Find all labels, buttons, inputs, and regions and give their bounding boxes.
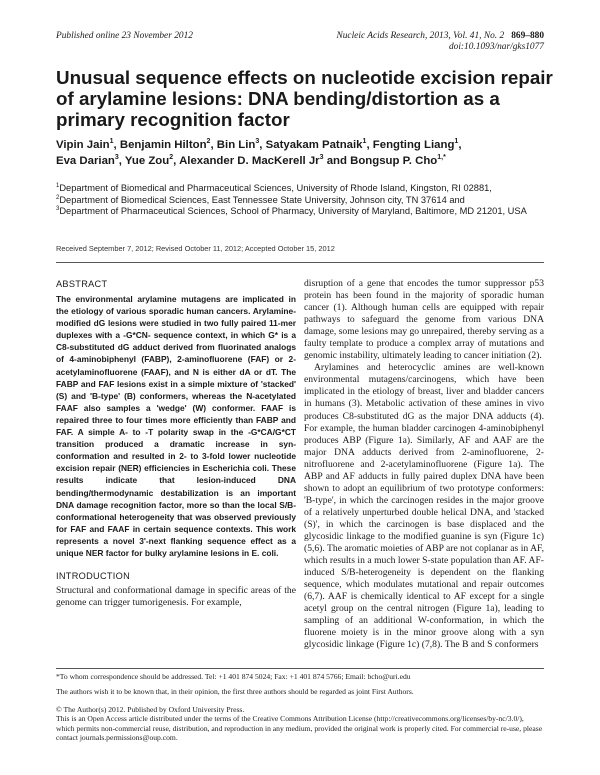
published-date: Published online 23 November 2012 bbox=[56, 31, 193, 41]
paragraph: Structural and conformational damage in specific areas of the genome can trigger tumorigenesis. For example, bbox=[56, 585, 296, 609]
introduction-body bbox=[56, 585, 296, 609]
author: Vipin Jain$^1$, bbox=[56, 138, 120, 151]
author: Fengting Liang$^1$, bbox=[372, 138, 462, 151]
author: Alexander D. MacKerell Jr$^3$ and bbox=[179, 154, 351, 167]
affiliations bbox=[56, 183, 556, 218]
affiliation: $^2$Department of Biomedical Sciences, East Tennessee State University, Johnson city, TN 37614 and bbox=[56, 194, 465, 205]
author: Satyakam Patnaik$^1$, bbox=[265, 138, 373, 151]
footnote-divider bbox=[56, 668, 544, 669]
paragraph: disruption of a gene that encodes the tumor suppressor p53 protein has been found in the majority of sporadic human cancer (1). Although human cells are equipped with repair pathways to safeguard the genome from various DNA damage, some lesions may go unrepaired, thereby serving as a faulty template to produce a complex array of mutations and genomic instability, ultimately leading to cancer initiation (2). bbox=[304, 278, 544, 362]
abstract-heading: ABSTRACT bbox=[56, 279, 108, 289]
affiliation: $^1$Department of Biomedical and Pharmaceutical Sciences, University of Rhode Island, Kingston, RI 02881, bbox=[56, 182, 492, 193]
author: Yue Zou$^2$, bbox=[124, 154, 180, 167]
abstract-text: The environmental arylamine mutagens are implicated in the etiology of various sporadic human cancers. Arylamine-modified dG lesions were studied in two fully paired 11-mer duplexes with a -G*CN- sequence context, in which G* is a C8-substituted dG adduct derived from fluorinated analogs of 4-aminobiphenyl (FABP), 2-aminofluorene (FAF) or 2-acetylaminofluorene (FAAF), and N is either dA or dT. The FABP and FAF lesions exist in a simple mixture of 'stacked' (S) and 'B-type' (B) conformers, whereas the N-acetylated FAAF also samples a 'wedge' (W) conformer. FAAF is repaired three to four times more efficiently than FABP and FAF. A simple A- to -T polarity swap in the -G*CA/G*CT transition produced a dramatic increase in syn-conformation and resulted in 2- to 3-fold lower nucleotide excision repair (NER) efficiencies in Escherichia coli. These results indicate that lesion-induced DNA bending/thermodynamic destabilization is an important DNA damage recognition factor, more so than the local S/B-conformational heterogeneity that was observed previously for FAF and FAAF in certain sequence contexts. This work represents a novel 3'-next flanking sequence effect as a unique NER factor for bulky arylamine lesions in E. coli. bbox=[56, 294, 296, 558]
article-title: Unusual sequence effects on nucleotide excision repair of arylamine lesions: DNA bending/distortion as a primary recognition factor bbox=[56, 67, 553, 130]
header-divider bbox=[56, 262, 544, 263]
journal-citation bbox=[336, 31, 544, 53]
license-footnote bbox=[56, 705, 544, 743]
correspondence-footnote: *To whom correspondence should be addressed. Tel: +1 401 874 5024; Fax: +1 401 874 5766; Email: bcho@uri.edu bbox=[56, 672, 411, 681]
paragraph: Arylamines and heterocyclic amines are well-known environmental mutagens/carcinogens, which have been implicated in the etiology of breast, liver and bladder cancers in humans (3). Metabolic activation of these amines in vivo produces C8-substituted dG as the major DNA adducts (4). For example, the human bladder carcinogen 4-aminobiphenyl produces ABP (Figure 1a). Similarly, AF and AAF are the major DNA adducts derived from 2-aminofluorene, 2-nitrofluorene and 2-acetylaminofluorene (Figure 1a). The ABP and AF adducts in fully paired duplex DNA have been shown to adopt an equilibrium of two prototype conformers: 'B-type', in which the carcinogen resides in the major groove of a relatively unperturbed double helical DNA, and 'stacked (S)', in which the carcinogen is base displaced and the glycosidic linkage to the modified guanine is syn (Figure 1c) (5,6). The aromatic moieties of ABP are not coplanar as in AF, which results in a much lower S-state population than AF. AF-induced S/B-heterogeneity is dependent on the flanking sequence, which modulates mutational and repair outcomes (6,7). AAF is chemically identical to AF except for a single acetyl group on the central nitrogen (Figure 1a), leading to sampling of an additional W-conformation, in which the fluorene moiety is in the minor groove along with a syn glycosidic linkage (Figure 1c) (7,8). The B and S conformers bbox=[304, 362, 544, 651]
author: Benjamin Hilton$^2$, bbox=[119, 138, 217, 151]
joint-authors-footnote: The authors wish it to be known that, in their opinion, the first three authors should be regarded as joint First Authors. bbox=[56, 687, 414, 696]
submission-dates: Received September 7, 2012; Revised October 11, 2012; Accepted October 15, 2012 bbox=[56, 244, 335, 253]
page-range: 869–880 bbox=[511, 31, 544, 41]
copyright-notice: © The Author(s) 2012. Published by Oxford University Press. bbox=[56, 705, 245, 714]
left-column bbox=[56, 278, 296, 609]
journal-name: Nucleic Acids Research, 2013, Vol. 41, No. 2 bbox=[336, 31, 505, 41]
introduction-heading: INTRODUCTION bbox=[56, 571, 131, 582]
author: Bongsup P. Cho$^{1,*}$ bbox=[350, 154, 446, 167]
author: Eva Darian$^3$, bbox=[56, 154, 125, 167]
author: Bin Lin$^3$, bbox=[216, 138, 266, 151]
author-list bbox=[56, 137, 526, 169]
affiliation: $^3$Department of Pharmaceutical Sciences, School of Pharmacy, University of Maryland, Baltimore, MD 21201, USA bbox=[56, 206, 527, 217]
doi: doi:10.1093/nar/gks1077 bbox=[448, 42, 544, 52]
right-column bbox=[304, 278, 544, 651]
license-text: This is an Open Access article distributed under the terms of the Creative Commons Attribution License (http://creativecommons.org/licenses/by-nc/3.0/), which permits non-commercial reuse, distribution, and reproduction in any medium, provided the original work is properly cited. For commercial re-use, please contact journals.permissions@oup.com. bbox=[56, 714, 543, 743]
